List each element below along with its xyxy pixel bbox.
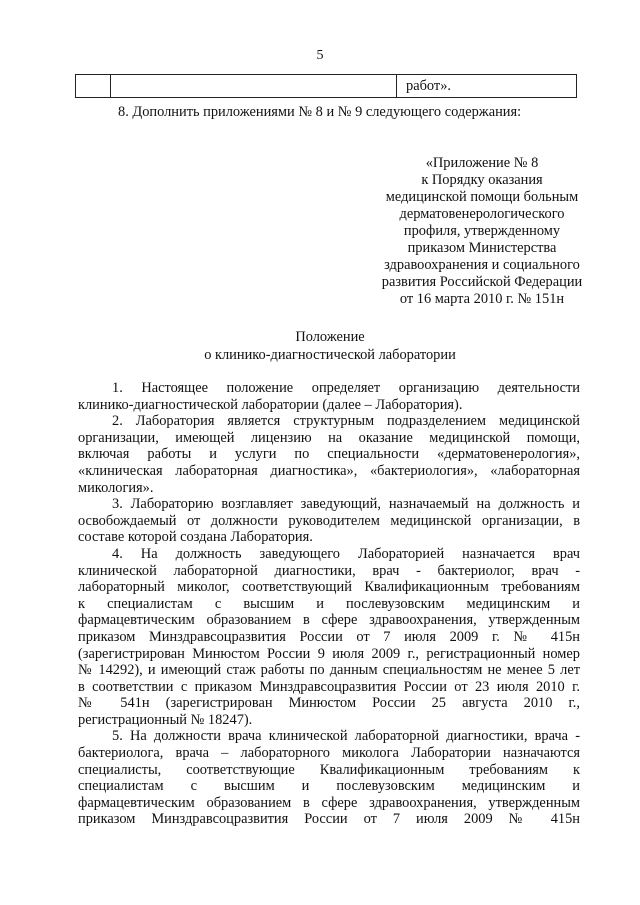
body-line: № 541н (зарегистрирован Минюстом России 25 августа 2010 г.,	[78, 695, 580, 712]
appendix-header	[362, 155, 602, 308]
heading-title: Положение	[295, 329, 365, 345]
body-line: к специалистам с высшим и послевузовским медицинским и	[78, 595, 580, 612]
appendix-line: приказом Министерства	[407, 240, 557, 256]
body-line: (зарегистрирован Минюстом России 9 июля 2009 г., регистрационный номер	[78, 645, 580, 662]
heading-subtitle: о клинико-диагностической лаборатории	[204, 347, 456, 363]
document-body	[78, 380, 580, 828]
body-line: фармацевтическим образованием в сфере здравоохранения, утвержденным	[78, 612, 580, 629]
body-line: специалисты, соответствующие Квалификационным требованиям к	[78, 761, 580, 778]
body-line: 2. Лаборатория является структурным подразделением медицинской	[112, 413, 580, 430]
appendix-line: от 16 марта 2010 г. № 151н	[399, 291, 565, 307]
body-line: клинической лабораторной диагностики, врач - бактериолог, врач -	[78, 562, 580, 579]
body-line: бактериолога, врача – лабораторного миколога Лаборатории назначаются	[78, 745, 580, 762]
body-line: 4. На должность заведующего Лабораторией назначается врач	[112, 545, 580, 562]
table-divider	[396, 75, 397, 97]
body-line: включая работы и услуги по специальности «дерматовенерология»,	[78, 446, 580, 463]
body-line: лабораторный миколог, соответствующий Квалификационным требованиям	[78, 579, 580, 596]
appendix-line: «Приложение № 8	[425, 155, 539, 171]
table-cell: работ».	[406, 78, 451, 94]
body-line: клинико-диагностической лаборатории (далее – Лаборатория).	[78, 396, 463, 413]
table-fragment	[75, 74, 577, 98]
body-line: освобождаемый от должности руководителем медицинской организации, в	[78, 512, 580, 529]
appendix-line: к Порядку оказания	[421, 172, 543, 188]
body-line: составе которой создана Лаборатория.	[78, 529, 313, 546]
body-line: фармацевтическим образованием в сфере здравоохранения, утвержденным	[78, 794, 580, 811]
page-number: 5	[316, 48, 324, 63]
appendix-line: дерматовенерологического	[399, 206, 565, 222]
body-line: приказом Минздравсоцразвития России от 7 июля 2009 г. № 415н	[78, 628, 580, 645]
body-line: приказом Минздравсоцразвития России от 7 июля 2009 № 415н	[78, 811, 580, 828]
document-heading	[0, 328, 640, 364]
body-line: специалистам с высшим и послевузовским медицинским и	[78, 778, 580, 795]
body-line: 3. Лабораторию возглавляет заведующий, назначаемый на должность и	[112, 496, 580, 513]
body-line: 1. Настоящее положение определяет организацию деятельности	[112, 380, 580, 396]
table-divider	[110, 75, 111, 97]
body-line: «клиническая лабораторная диагностика», «бактериология», «лабораторная	[78, 462, 580, 479]
appendix-line: развития Российской Федерации	[381, 274, 583, 290]
amendment-item-8: 8. Дополнить приложениями № 8 и № 9 следующего содержания:	[118, 104, 522, 120]
appendix-line: профиля, утвержденному	[403, 223, 561, 239]
appendix-line: медицинской помощи больным	[385, 189, 579, 205]
body-line: регистрационный № 18247).	[78, 711, 253, 728]
appendix-line: здравоохранения и социального	[384, 257, 580, 273]
body-line: № 14292), и имеющий стаж работы по данным специальностям не менее 5 лет	[78, 662, 580, 679]
body-line: в соответствии с приказом Минздравсоцразвития России от 23 июля 2010 г.	[78, 678, 580, 695]
body-line: организации, имеющей лицензию на оказание медицинской помощи,	[78, 429, 580, 446]
body-line: микология».	[78, 479, 154, 496]
body-line: 5. На должности врача клинической лабораторной диагностики, врача -	[112, 728, 580, 745]
